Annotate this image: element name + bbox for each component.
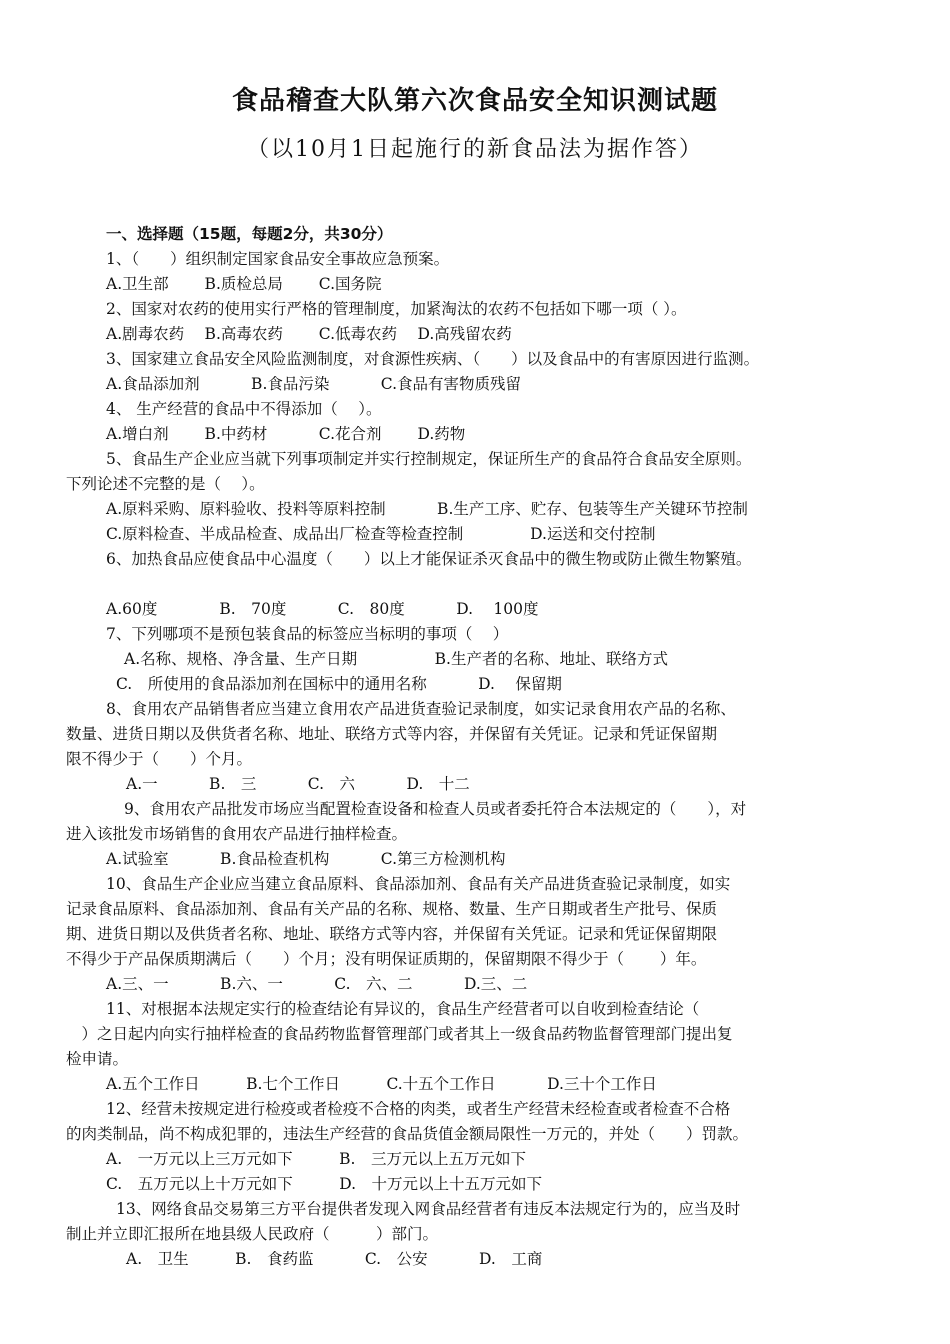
question-5-continued: 下列论述不完整的是（ ）。 bbox=[66, 475, 265, 493]
question-5-options-ab: A.原料采购、原料验收、投料等原料控制 B.生产工序、贮存、包装等生产关键环节控制 bbox=[106, 500, 748, 518]
page-subtitle: （以10月1日起施行的新食品法为据作答） bbox=[247, 137, 703, 162]
question-11: 11、对根据本法规定实行的检查结论有异议的，食品生产经营者可以自收到检查结论（ bbox=[106, 1000, 700, 1018]
question-12-options-cd: C. 五万元以上十万元如下 D. 十万元以上十五万元如下 bbox=[106, 1175, 543, 1193]
question-12: 12、经营未按规定进行检疫或者检疫不合格的肉类，或者生产经营未经检查或者检查不合格 bbox=[106, 1100, 731, 1118]
question-1-options: A.卫生部 B.质检总局 C.国务院 bbox=[106, 275, 382, 293]
question-2-options: A.剧毒农药 B.高毒农药 C.低毒农药 D.高残留农药 bbox=[106, 325, 512, 343]
question-13-continued: 制止并立即汇报所在地县级人民政府（ ）部门。 bbox=[66, 1225, 439, 1243]
question-13-options: A. 卫生 B. 食药监 C. 公安 D. 工商 bbox=[126, 1250, 543, 1268]
question-7-options-ab: A.名称、规格、净含量、生产日期 B.生产者的名称、地址、联络方式 bbox=[124, 650, 668, 668]
question-8-options: A.一 B. 三 C. 六 D. 十二 bbox=[126, 775, 470, 793]
spacer bbox=[66, 572, 886, 597]
question-7: 7、下列哪项不是预包装食品的标签应当标明的事项（ ） bbox=[106, 625, 509, 643]
section-heading: 一、选择题（15题，每题2分，共30分） bbox=[106, 225, 393, 243]
question-9-continued: 进入该批发市场销售的食用农产品进行抽样检查。 bbox=[66, 825, 408, 843]
question-8: 8、食用农产品销售者应当建立食用农产品进货查验记录制度，如实记录食用农产品的名称、 bbox=[106, 700, 736, 718]
question-10: 10、食品生产企业应当建立食品原料、食品添加剂、食品有关产品进货查验记录制度，如实 bbox=[106, 875, 731, 893]
question-12-options-ab: A. 一万元以上三万元如下 B. 三万元以上五万元如下 bbox=[106, 1150, 526, 1168]
question-10-options: A.三、一 B.六、一 C. 六、二 D.三、二 bbox=[106, 975, 528, 993]
question-5: 5、食品生产企业应当就下列事项制定并实行控制规定，保证所生产的食品符合食品安全原则。 bbox=[106, 450, 752, 468]
question-11-options: A.五个工作日 B.七个工作日 C.十五个工作日 D.三十个工作日 bbox=[106, 1075, 657, 1093]
page-title: 食品稽查大队第六次食品安全知识测试题 bbox=[231, 86, 718, 116]
question-3-options: A.食品添加剂 B.食品污染 C.食品有害物质残留 bbox=[106, 375, 522, 393]
question-12-continued: 的肉类制品，尚不构成犯罪的，违法生产经营的食品货值金额局限性一万元的，并处（ ）罚款。 bbox=[66, 1125, 749, 1143]
question-4-options: A.增白剂 B.中药材 C.花合剂 D.药物 bbox=[106, 425, 466, 443]
question-5-options-cd: C.原料检查、半成品检查、成品出厂检查等检查控制 D.运送和交付控制 bbox=[106, 525, 656, 543]
question-6-options: A.60度 B. 70度 C. 80度 D. 100度 bbox=[106, 600, 539, 618]
question-9-options: A.试验室 B.食品检查机构 C.第三方检测机构 bbox=[106, 850, 506, 868]
question-10-continued-3: 不得少于产品保质期满后（ ）个月；没有明保证质期的，保留期限不得少于（ ）年。 bbox=[66, 950, 707, 968]
question-11-continued-1: ）之日起内向实行抽样检查的食品药物监督管理部门或者其上一级食品药物监督管理部门提出复 bbox=[66, 1025, 733, 1043]
question-3: 3、国家建立食品安全风险监测制度，对食源性疾病、（ ）以及食品中的有害原因进行监测。 bbox=[106, 350, 760, 368]
question-9: 9、食用农产品批发市场应当配置检查设备和检查人员或者委托符合本法规定的（ ），对 bbox=[124, 800, 747, 818]
question-10-continued-2: 期、进货日期以及供货者名称、地址、联络方式等内容，并保留有关凭证。记录和凭证保留期限 bbox=[66, 925, 718, 943]
question-13: 13、网络食品交易第三方平台提供者发现入网食品经营者有违反本法规定行为的，应当及时 bbox=[116, 1200, 741, 1218]
question-6: 6、加热食品应使食品中心温度（ ）以上才能保证杀灭食品中的微生物或防止微生物繁殖。 bbox=[106, 550, 752, 568]
question-list bbox=[66, 222, 886, 1272]
question-8-continued-2: 限不得少于（ ）个月。 bbox=[66, 750, 253, 768]
question-11-continued-2: 检申请。 bbox=[66, 1050, 129, 1068]
question-1: 1、（ ）组织制定国家食品安全事故应急预案。 bbox=[106, 250, 450, 268]
question-2: 2、国家对农药的使用实行严格的管理制度，加紧淘汰的农药不包括如下哪一项（ ）。 bbox=[106, 300, 687, 318]
question-7-options-cd: C. 所使用的食品添加剂在国标中的通用名称 D. 保留期 bbox=[116, 675, 562, 693]
question-10-continued-1: 记录食品原料、食品添加剂、食品有关产品的名称、规格、数量、生产日期或者生产批号、保质 bbox=[66, 900, 718, 918]
question-4: 4、 生产经营的食品中不得添加（ ）。 bbox=[106, 400, 382, 418]
question-8-continued-1: 数量、进货日期以及供货者名称、地址、联络方式等内容，并保留有关凭证。记录和凭证保留期 bbox=[66, 725, 718, 743]
